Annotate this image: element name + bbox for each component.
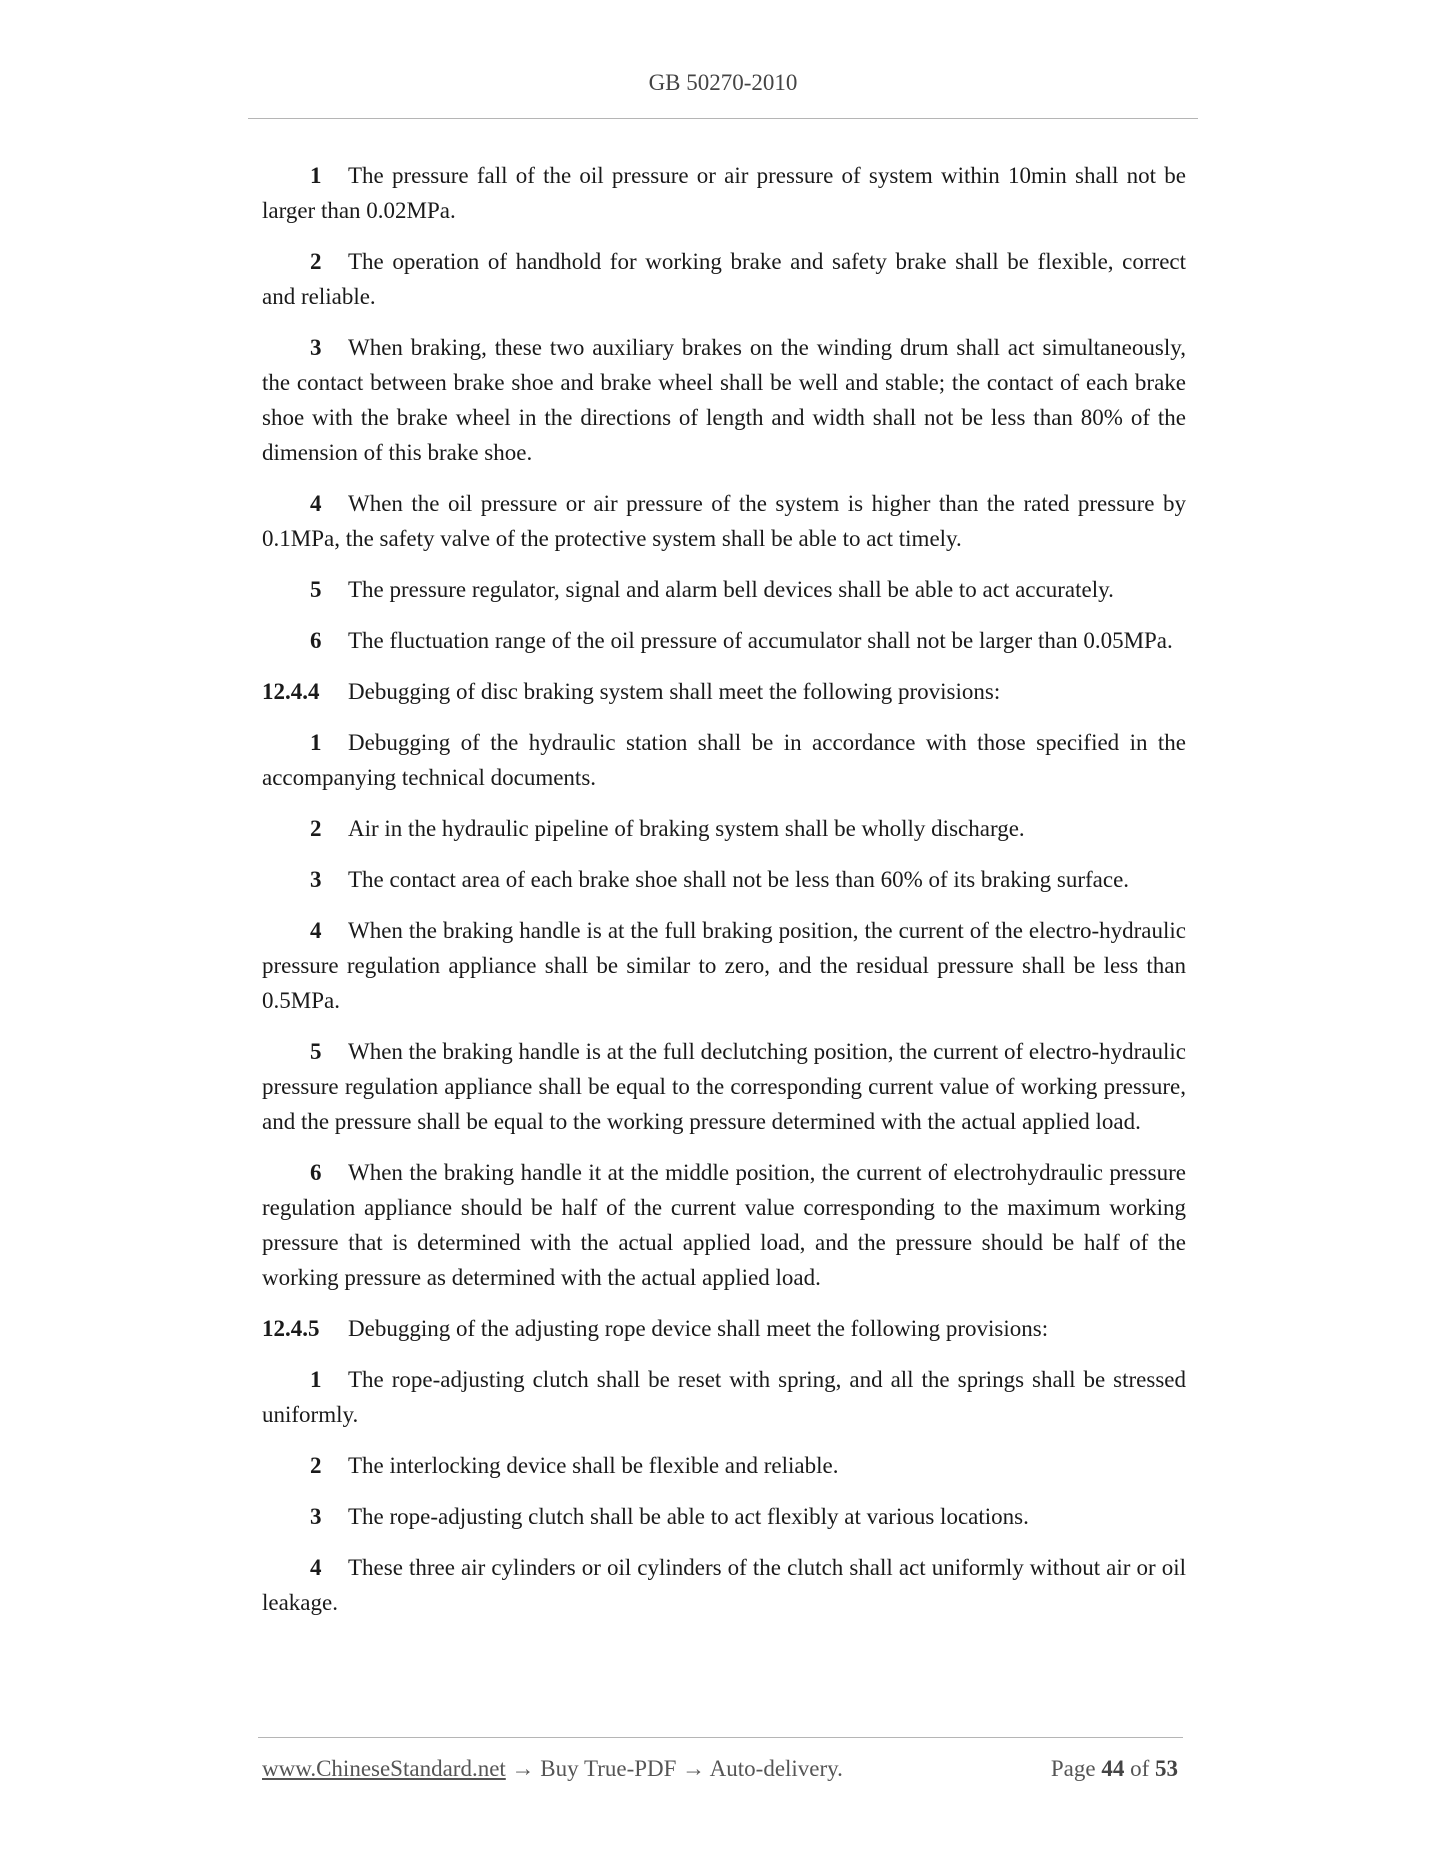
- clause-item: [262, 862, 1186, 897]
- clause-number: 1: [310, 730, 322, 755]
- clause-number: 4: [310, 491, 322, 516]
- page-current: 44: [1101, 1756, 1125, 1781]
- clause-text: When braking, these two auxiliary brakes on the winding drum shall act simultaneously, the contact between brake shoe and brake wheel shall be well and stable; the contact of each brake shoe with the brake wheel in the directions of length and width shall not be less than 80% of the dimension of this brake shoe.: [262, 335, 1186, 465]
- clause-item: [262, 811, 1186, 846]
- section-clause: [262, 674, 1186, 709]
- document-body: [262, 158, 1186, 1636]
- clause-text: The interlocking device shall be flexible and reliable.: [348, 1453, 839, 1478]
- clause-item: [262, 1550, 1186, 1620]
- clause-text: When the braking handle is at the full declutching position, the current of electro-hydraulic pressure regulation appliance shall be equal to the corresponding current value of working pressure, and the pressure shall be equal to the working pressure determined with the actual applied load.: [262, 1039, 1186, 1134]
- clause-item: [262, 572, 1186, 607]
- clause-text: Debugging of the adjusting rope device shall meet the following provisions:: [348, 1316, 1049, 1341]
- clause-text: The rope-adjusting clutch shall be reset with spring, and all the springs shall be stressed uniformly.: [262, 1367, 1186, 1427]
- clause-number: 4: [310, 918, 322, 943]
- clause-text: The contact area of each brake shoe shall not be less than 60% of its braking surface.: [348, 867, 1130, 892]
- page-header: GB 50270-2010: [648, 70, 798, 95]
- clause-item: [262, 1448, 1186, 1483]
- clause-number: 6: [310, 1160, 322, 1185]
- clause-number: 3: [310, 867, 322, 892]
- clause-text: The fluctuation range of the oil pressure of accumulator shall not be larger than 0.05MPa.: [348, 628, 1173, 653]
- clause-item: [262, 330, 1186, 470]
- footer-divider: [258, 1737, 1183, 1738]
- clause-text: The operation of handhold for working brake and safety brake shall be flexible, correct and reliable.: [262, 249, 1186, 309]
- clause-number: 1: [310, 1367, 322, 1392]
- clause-item: [262, 244, 1186, 314]
- clause-item: [262, 1499, 1186, 1534]
- page-number: Page 44 of 53: [1050, 1756, 1178, 1781]
- clause-text: When the oil pressure or air pressure of the system is higher than the rated pressure by 0.1MPa, the safety valve of the protective system shall be able to act timely.: [262, 491, 1186, 551]
- section-clause: [262, 1311, 1186, 1346]
- page-footer: [262, 1756, 1178, 1782]
- clause-number: 5: [310, 1039, 322, 1064]
- clause-number: 2: [310, 249, 322, 274]
- clause-item: [262, 486, 1186, 556]
- clause-number: 2: [310, 816, 322, 841]
- header-divider: [248, 118, 1198, 119]
- clause-item: [262, 913, 1186, 1018]
- clause-number: 3: [310, 1504, 322, 1529]
- clause-text: Debugging of the hydraulic station shall be in accordance with those specified in the accompanying technical documents.: [262, 730, 1186, 790]
- clause-number: 5: [310, 577, 322, 602]
- clause-number: 12.4.4: [262, 679, 320, 704]
- clause-text: These three air cylinders or oil cylinders of the clutch shall act uniformly without air or oil leakage.: [262, 1555, 1186, 1615]
- clause-text: When the braking handle it at the middle position, the current of electrohydraulic pressure regulation appliance should be half of the current value corresponding to the maximum working pressure that is determined with the actual applied load, and the pressure should be half of the working pressure as determined with the actual applied load.: [262, 1160, 1186, 1290]
- clause-number: 6: [310, 628, 322, 653]
- clause-item: [262, 725, 1186, 795]
- clause-item: [262, 1034, 1186, 1139]
- clause-item: [262, 623, 1186, 658]
- clause-number: 3: [310, 335, 322, 360]
- clause-text: The pressure fall of the oil pressure or air pressure of system within 10min shall not be larger than 0.02MPa.: [262, 163, 1186, 223]
- site-link[interactable]: www.ChineseStandard.net: [262, 1756, 506, 1781]
- clause-text: When the braking handle is at the full braking position, the current of the electro-hydraulic pressure regulation appliance shall be similar to zero, and the residual pressure shall be less than 0.5MPa.: [262, 918, 1186, 1013]
- page-total: 53: [1155, 1756, 1178, 1781]
- clause-item: [262, 158, 1186, 228]
- clause-item: [262, 1155, 1186, 1295]
- promo-text: → Buy True-PDF → Auto-delivery.: [505, 1756, 843, 1781]
- clause-number: 4: [310, 1555, 322, 1580]
- clause-number: 12.4.5: [262, 1316, 320, 1341]
- clause-text: Air in the hydraulic pipeline of braking system shall be wholly discharge.: [348, 816, 1025, 841]
- clause-item: [262, 1362, 1186, 1432]
- clause-text: Debugging of disc braking system shall meet the following provisions:: [348, 679, 1001, 704]
- clause-text: The pressure regulator, signal and alarm bell devices shall be able to act accurately.: [348, 577, 1114, 602]
- clause-text: The rope-adjusting clutch shall be able to act flexibly at various locations.: [348, 1504, 1029, 1529]
- clause-number: 2: [310, 1453, 322, 1478]
- clause-number: 1: [310, 163, 322, 188]
